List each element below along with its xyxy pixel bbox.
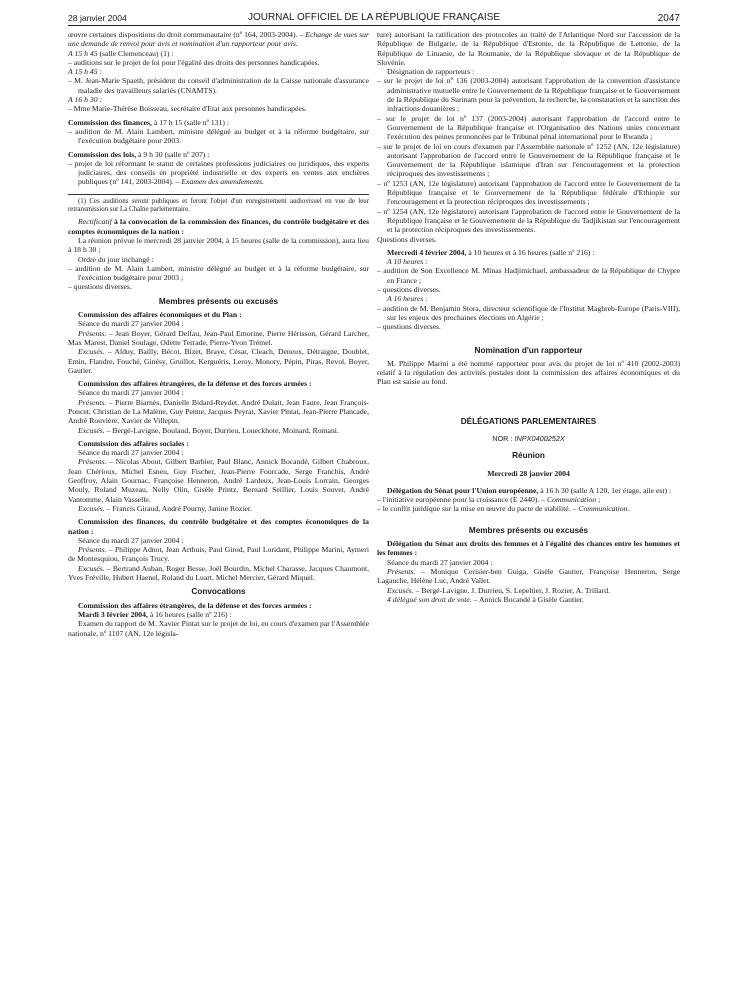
time-slot: A 16 heures : — [387, 294, 428, 304]
meeting-date: Mercredi 4 février 2004, à 10 heures et à 16 heures (salle nº 216) : — [387, 247, 595, 257]
header-date: 28 janvier 2004 — [68, 13, 127, 23]
reunion-date: Mercredi 28 janvier 2004 — [487, 468, 570, 478]
section-heading: Convocations — [191, 587, 246, 597]
reunion-heading: Réunion — [512, 451, 545, 461]
committee-name: Commission des finances, du contrôle budgétaire et des comptes économiques de la nation : — [68, 517, 369, 536]
agenda-item: – auditions sur le projet de loi pour l'égalité des droits des personnes handicapées. — [68, 57, 320, 67]
seance-date: Séance du mardi 27 janvier 2004 : — [78, 319, 184, 329]
right-column — [377, 30, 680, 604]
designation-label: Désignation de rapporteurs : — [387, 67, 475, 77]
time-slot-3: A 16 h 30 : — [68, 95, 103, 105]
presents-list: Présents. – Monique Cerisier-ben Guiga, Gisèle Gautier, Françoise Henneron, Serge Lagauche, Hélène Luc, André Vallet. — [377, 566, 680, 586]
meeting-date: Mardi 3 février 2004, à 16 heures (salle nº 216) : — [78, 609, 232, 619]
left-column — [68, 30, 369, 638]
presents-list: Présents. – Pierre Biarnès, Danielle Bidard-Reydet, André Dulait, Jean Faure, Jean François-Poncet, Christian de La Malène, Guy Penne, Jacques Peyrat, Xavier Pintat, Jean-Pierre Plancade, André Rouvière, Xavier de Villepin. — [68, 397, 369, 426]
excuses-list: Excusés. – Bergé-Lavigne, Boulaud, Boyer, Durrieu, Loueckhote, Moinard, Romani. — [78, 425, 339, 435]
page-header — [68, 9, 680, 26]
agenda-item: – questions diverses. — [377, 322, 441, 332]
delegation-name: Délégation du Sénat pour l'Union européenne, à 16 h 30 (salle A 120, 1er étage, aile est) : — [387, 485, 672, 495]
delegation-name: Délégation du Sénat aux droits des femmes et à l'égalité des chances entre les hommes et les femmes : — [377, 539, 680, 558]
excuses-list: Excusés. – Bertrand Auban, Roger Besse, Joël Bourdin, Michel Charasse, Jacques Chaumont, Yves Fréville, Hubert Haenel, Roland du Luart, Michel Mercier, Gérard Miquel. — [68, 563, 369, 583]
agenda-item: – audition de M. Alain Lambert, ministre délégué au budget et à la réforme budgétaire, sur l'exécution budgétaire pour 2003 ; — [68, 263, 369, 283]
vote-delegation: 4 délégué son droit de vote. – Annick Bocandé à Gisèle Gautier. — [387, 594, 584, 604]
designation-item: – sur le projet de loi nº 137 (2003-2004) autorisant l'approbation de l'accord entre le Gouvernement de la République française et l'Organisation des Nations unies concernant l'exécution des peines prononcées par le Tribunal pénal international pour le Rwanda ; — [377, 113, 680, 142]
seance-date: Séance du mardi 27 janvier 2004 : — [387, 557, 493, 567]
designation-item: – nº 1254 (AN, 12e législature) autorisant l'approbation de l'accord entre le Gouvernement de la République française et le Gouvernement de la République du Tadjikistan sur l'encouragement et la protection réciproques des investissements. — [377, 206, 680, 235]
questions-diverses: Questions diverses. — [377, 234, 437, 244]
convocation-text: Examen du rapport de M. Xavier Pintat sur le projet de loi, en cours d'examen par l'Assemblée nationale, nº 1107 (AN, 12e législa- — [68, 619, 369, 638]
agenda-item: – Mme Marie-Thérèse Boisseau, secrétaire d'Etat aux personnes handicapées. — [68, 104, 307, 114]
seance-date: Séance du mardi 27 janvier 2004 : — [78, 388, 184, 398]
agenda-item: – projet de loi réformant le statut de certaines professions judiciaires ou juridiques, des experts judiciaires, des conseils en propriété industrielle et des experts en ventes aux enchères publiques (nº 141, 2003-2004). – Examen des amendements. — [68, 158, 369, 187]
continued-paragraph: ture) autorisant la ratification des protocoles au traité de l'Atlantique Nord sur l'accession de la République de Bulgarie, de la République d'Estonie, de la République de Lettonie, de la République de Lituanie, de la Roumanie, de la République slovaque et de la République de Slovénie. — [377, 30, 680, 67]
designation-item: – sur le projet de loi nº 136 (2003-2004) autorisant l'approbation de la convention d'assistance administrative mutuelle entre le Gouvernement de la République française et le Gouvernement de la République du Surinam pour la prévention, la recherche, la constatation et la sanction des infractions douanières ; — [377, 76, 680, 114]
finance-committee: Commission des finances, à 17 h 15 (salle nº 131) : — [68, 117, 230, 127]
agenda-item: – audition de M. Benjamin Stora, directeur scientifique de l'Institut Maghreb-Europe (Paris-VIII), sur les enjeux des prochaines élections en Algérie ; — [377, 303, 680, 322]
section-heading: Nomination d'un rapporteur — [474, 345, 583, 355]
rectificatif-meeting: La réunion prévue le mercredi 28 janvier 2004, à 15 heures (salle de la commission), aura lieu à 18 h 30 ; — [68, 235, 369, 255]
rectificatif: Rectificatif à la convocation de la commission des finances, du contrôle budgétaire et des comptes économiques de la nation : — [68, 217, 369, 236]
nomination-text: M. Philippe Marini a été nommé rapporteur pour avis du projet de loi nº 410 (2002-2003) relatif à la régulation des activités postales dont la commission des affaires économiques et du Plan est saisie au fond. — [377, 358, 680, 387]
excuses-list: Excusés. – Bergé-Lavigne, J. Durrieu, S. Lepeltier, J. Rozier, A. Trillard. — [387, 585, 610, 595]
presents-list: Présents. – Philippe Adnot, Jean Arthuis, Paul Girod, Paul Loridant, Philippe Marini, Aymeri de Montesquiou, François Trucy. — [68, 545, 369, 564]
footnote-rule — [68, 194, 369, 195]
time-slot: A 10 heures : — [387, 257, 428, 267]
law-committee: Commission des lois, à 9 h 30 (salle nº 207) : — [68, 149, 210, 159]
section-heading: Membres présents ou excusés — [468, 525, 589, 535]
presents-list: Présents. – Nicolas About, Gilbert Barbier, Paul Blanc, Annick Bocandé, Gilbert Chabroux, Jean Chérioux, Michel Esneu, Guy Fischer, Jean-Pierre Fourcade, Serge Franchis, André Geoffroy, Alain Gournac, Françoise Henneron, André Lardeux, Jean-Louis Lorrain, Georges Mouly, Roland Muzeau, Nelly Olin, Gisèle Printz, Bernard Seillier, Louis Souvet, André Vantomme, Alain Vasselle. — [68, 457, 369, 504]
presents-list: Présents. – Jean Boyer, Gérard Delfau, Jean-Paul Emorine, Pierre Hérisson, Gérard Larcher, Max Marest, Daniel Soulage, Odette Terrade, Pierre-Yvon Trémel. — [68, 328, 369, 347]
designation-item: – nº 1253 (AN, 12e législature) autorisant l'approbation de l'accord entre le Gouvernement de la République française et le Gouvernement de la République fédérale d'Ethiopie sur l'encouragement et la protection réciproques des investissements ; — [377, 178, 680, 207]
agenda-item: – l'initiative européenne pour la croissance (E 2440). – Communication ; — [377, 495, 601, 505]
nor-reference: NOR : INPX0400252X — [492, 433, 565, 443]
section-heading: Membres présents ou excusés — [158, 296, 279, 306]
footnote: (1) Ces auditions seront publiques et feront l'objet d'un enregistrement audiovisuel en vue de leur retransmission sur La Chaîne parlementaire. — [68, 197, 369, 214]
committee-name: Commission des affaires sociales : — [78, 438, 189, 448]
committee-name: Commission des affaires économiques et du Plan : — [78, 310, 242, 320]
agenda-item: – M. Jean-Marie Spaeth, président du conseil d'administration de la Caisse nationale d'assurance maladie des travailleurs salariés (CNAMTS). — [68, 76, 369, 95]
page-number: 2047 — [657, 13, 680, 24]
committee-name: Commission des affaires étrangères, de la défense et des forces armées : — [78, 600, 312, 610]
agenda-item: – audition de Son Excellence M. Minas Hadjimichael, ambassadeur de la République de Chypre en France ; — [377, 266, 680, 285]
seance-date: Séance du mardi 27 janvier 2004 : — [78, 448, 184, 458]
committee-name: Commission des affaires étrangères, de la défense et des forces armées : — [78, 379, 312, 389]
rectificatif-ordre: Ordre du jour inchangé : — [78, 254, 154, 264]
agenda-item: – questions diverses. — [377, 285, 441, 295]
agenda-item: – le conflit juridique sur la mise en œuvre du pacte de stabilité. – Communication. — [377, 504, 630, 514]
delegations-heading: DÉLÉGATIONS PARLEMENTAIRES — [460, 416, 597, 426]
intro-paragraph: œuvre certaines dispositions du droit communautaire (nº 164, 2003-2004). – Echange de vues sur une demande de renvoi pour avis et nomination d'un rapporteur pour avis. — [68, 30, 369, 49]
time-slot-2: A 15 h 45 : — [68, 67, 103, 77]
designation-item: – sur le projet de loi en cours d'examen par l'Assemblée nationale nº 1252 (AN, 12e législature) autorisant l'approbation de l'accord entre le Gouvernement de la République française et le Gouvernement de la République islamique d'Iran sur l'encouragement et la protection réciproques des investissements ; — [377, 141, 680, 179]
agenda-item: – questions diverses. — [68, 282, 132, 292]
agenda-item: – audition de M. Alain Lambert, ministre délégué au budget et à la réforme budgétaire, sur l'exécution budgétaire pour 2003. — [68, 126, 369, 146]
journal-title: JOURNAL OFFICIEL DE LA RÉPUBLIQUE FRANÇAISE — [247, 12, 501, 23]
excuses-list: Excusés. – Francis Giraud, André Pourny, Janine Rozier. — [78, 503, 252, 513]
time-slot-1: A 15 h 45 (salle Clemenceau) (1) : — [68, 48, 174, 58]
seance-date: Séance du mardi 27 janvier 2004 : — [78, 535, 184, 545]
excuses-list: Excusés. – Alduy, Bailly, Bécot, Bizet, Braye, César, Cleach, Deneux, Détraigne, Doublet, Emin, Flandre, Fouché, Ginésy, Gruillot, Kerguéris, Leroy, Monory, Pépin, Piras, Revol, Boyer, Gautier. — [68, 347, 369, 375]
